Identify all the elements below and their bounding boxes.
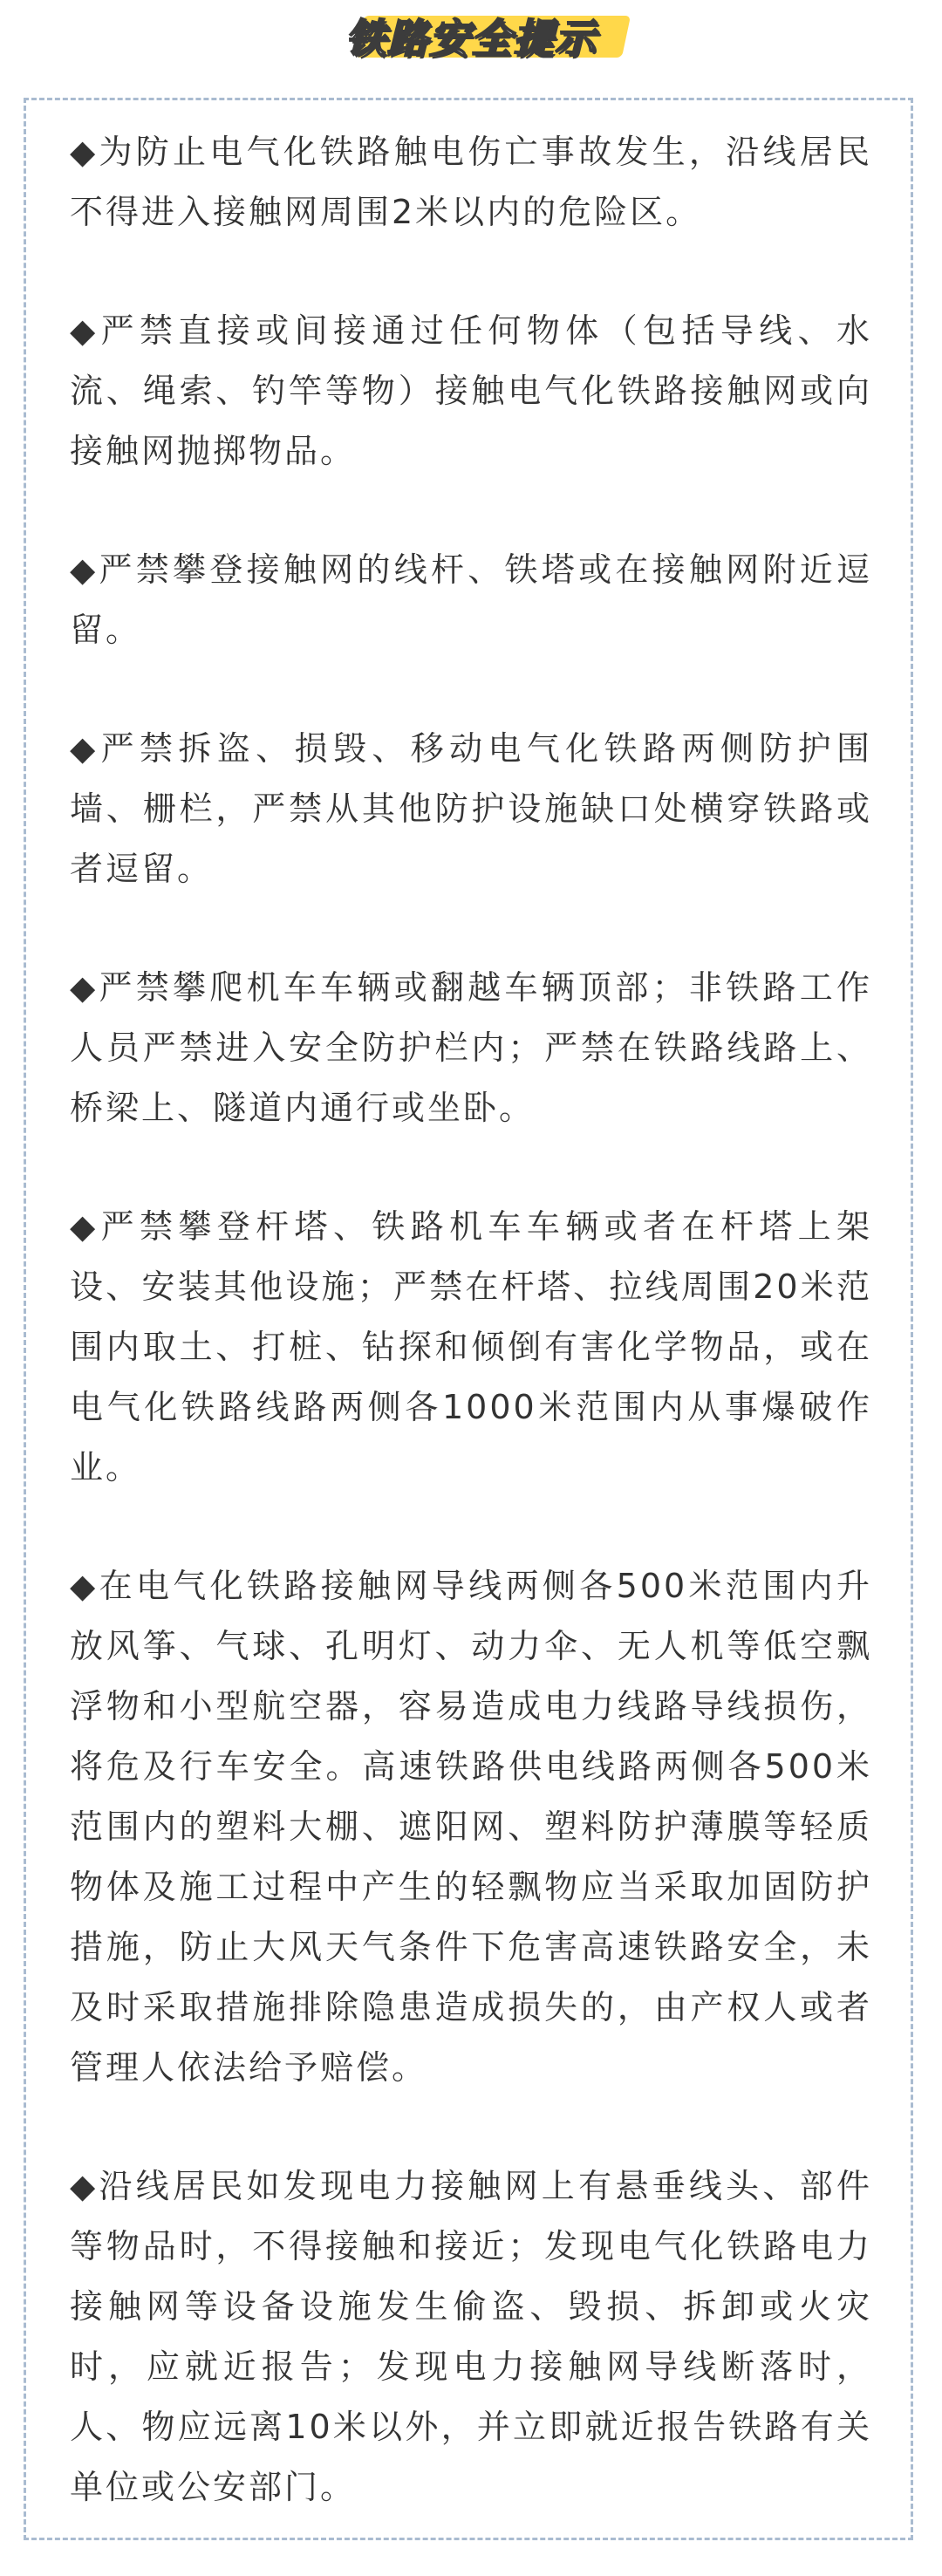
notice-list bbox=[70, 122, 872, 2576]
page-title: 铁路安全提示 bbox=[345, 15, 597, 62]
notice-item-4: ◆严禁拆盗、损毁、移动电气化铁路两侧防护围墙、栅栏，严禁从其他防护设施缺口处横穿铁路或者逗留。 bbox=[70, 729, 872, 888]
notice-item-1: ◆为防止电气化铁路触电伤亡事故发生，沿线居民不得进入接触网周围2米以内的危险区。 bbox=[70, 133, 872, 231]
notice-item-2: ◆严禁直接或间接通过任何物体（包括导线、水流、绳索、钓竿等物）接触电气化铁路接触网或向接触网抛掷物品。 bbox=[70, 311, 872, 470]
notice-item-8: ◆沿线居民如发现电力接触网上有悬垂线头、部件等物品时，不得接触和接近；发现电气化铁路电力接触网等设备设施发生偷盗、毁损、拆卸或火灾时，应就近报告；发现电力接触网导线断落时，人、物应远离10米以外，并立即就近报告铁路有关单位或公安部门。 bbox=[70, 2167, 872, 2506]
notice-item-5: ◆严禁攀爬机车车辆或翻越车辆顶部；非铁路工作人员严禁进入安全防护栏内；严禁在铁路线路上、桥梁上、隧道内通行或坐卧。 bbox=[70, 968, 872, 1127]
title-banner bbox=[0, 0, 942, 77]
notice-item-6: ◆严禁攀登杆塔、铁路机车车辆或者在杆塔上架设、安装其他设施；严禁在杆塔、拉线周围20米范围内取土、打桩、钻探和倾倒有害化学物品，或在电气化铁路线路两侧各1000米范围内从事爆破作业。 bbox=[70, 1207, 872, 1486]
notice-item-7: ◆在电气化铁路接触网导线两侧各500米范围内升放风筝、气球、孔明灯、动力伞、无人机等低空飘浮物和小型航空器，容易造成电力线路导线损伤，将危及行车安全。高速铁路供电线路两侧各500米范围内的塑料大棚、遮阳网、塑料防护薄膜等轻质物体及施工过程中产生的轻飘物应当采取加固防护措施，防止大风天气条件下危害高速铁路安全，未及时采取措施排除隐患造成损失的，由产权人或者管理人依法给予赔偿。 bbox=[70, 1567, 872, 2087]
notice-item-3: ◆严禁攀登接触网的线杆、铁塔或在接触网附近逗留。 bbox=[70, 550, 872, 649]
